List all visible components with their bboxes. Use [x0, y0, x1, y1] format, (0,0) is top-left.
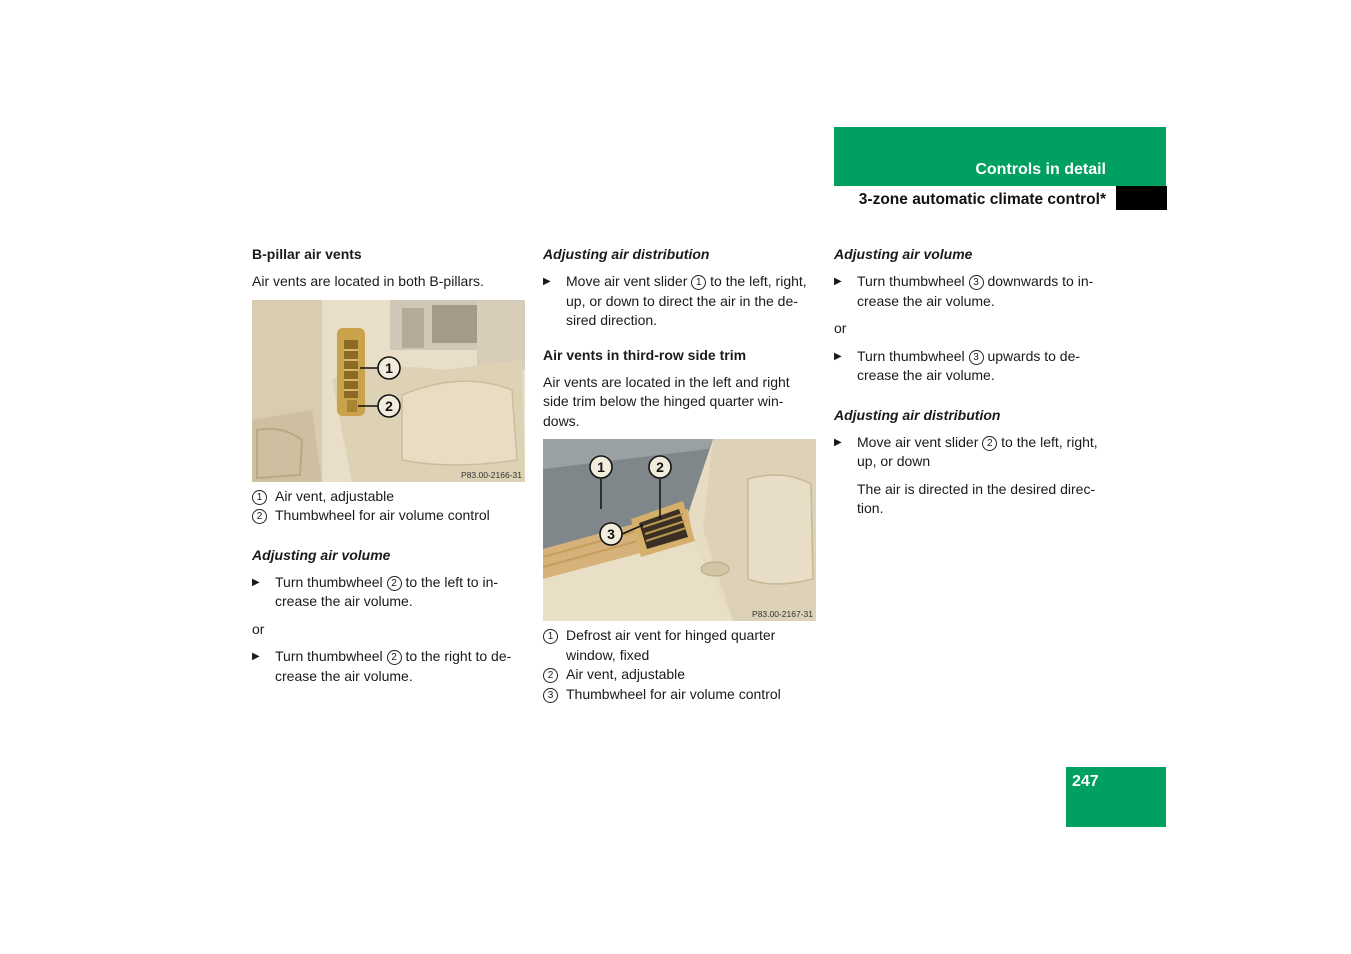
page-number-box: [1066, 767, 1166, 827]
caption-number: 1: [543, 629, 558, 644]
step-text: upwards to de-crease the air volume.: [857, 347, 1081, 383]
heading-adjust-volume: Adjusting air volume: [252, 546, 391, 563]
step-text: Turn thumbwheel: [275, 573, 383, 590]
thumb-tab: [1116, 186, 1167, 210]
step-number: 2: [982, 436, 997, 451]
caption-text: Thumbwheel for air volume control: [275, 507, 490, 523]
intro-b-pillar: Air vents are located in both B-pillars.: [252, 273, 484, 289]
instruction-step: [252, 647, 528, 686]
caption-text: Air vent, adjustable: [566, 666, 686, 682]
step-number: 2: [387, 650, 402, 665]
bullet-arrow-icon: ▶: [543, 276, 551, 287]
step-text: to the left, right, up, or down to direct the air in the de-sired direction.: [566, 273, 807, 328]
caption-text: Defrost air vent for hinged quarter window, fixed: [566, 627, 776, 663]
instruction-step: [834, 272, 1110, 311]
marker-3: 3: [607, 526, 615, 542]
bullet-arrow-icon: ▶: [834, 276, 842, 287]
bullet-arrow-icon: ▶: [252, 651, 260, 662]
step-number: 3: [969, 350, 984, 365]
marker-1: 1: [385, 359, 393, 376]
caption-text: Air vent, adjustable: [275, 487, 395, 504]
step-text: Turn thumbwheel: [857, 347, 965, 364]
column-middle: [543, 244, 819, 723]
instruction-step: [834, 433, 1110, 472]
caption-number: 2: [543, 668, 558, 683]
figure-captions: [543, 626, 819, 704]
bullet-arrow-icon: ▶: [252, 576, 260, 588]
caption-item: [543, 626, 819, 665]
caption-item: [543, 665, 819, 685]
step-number: 3: [969, 275, 984, 290]
caption-number: 3: [543, 688, 558, 703]
caption-item: [252, 506, 528, 526]
heading-adjust-volume: Adjusting air volume: [834, 246, 973, 262]
figure-captions: [252, 487, 528, 526]
step-text: Move air vent slider: [857, 433, 979, 450]
or-text: or: [834, 320, 847, 336]
caption-item: [252, 487, 528, 507]
intro-third-row: Air vents are located in the left and right side trim below the hinged quarter win-dows.: [543, 373, 790, 429]
step-text: to the right to de-crease the air volume.: [275, 648, 512, 684]
figure-code: P83.00-2167-31: [752, 609, 813, 619]
section-title: Controls in detail: [975, 161, 1106, 178]
column-left: [252, 244, 528, 694]
step-text: Turn thumbwheel: [275, 648, 383, 664]
third-row-illustration: [543, 439, 816, 621]
heading-adjust-distribution: Adjusting air distribution: [543, 246, 710, 262]
marker-2: 2: [656, 459, 664, 475]
b-pillar-illustration: [252, 300, 525, 482]
step-text: to the left, right, up, or down: [857, 433, 1098, 469]
caption-text: Thumbwheel for air volume control: [566, 685, 781, 702]
marker-1: 1: [597, 459, 605, 475]
instruction-step: [543, 272, 819, 331]
bullet-arrow-icon: ▶: [834, 436, 842, 448]
heading-adjust-distribution: Adjusting air distribution: [834, 406, 1001, 423]
heading-b-pillar-vents: B-pillar air vents: [252, 246, 362, 262]
heading-third-row-vents: Air vents in third-row side trim: [543, 346, 747, 363]
figure-code: P83.00-2166-31: [461, 469, 522, 480]
caption-item: [543, 685, 819, 705]
instruction-step: [834, 347, 1110, 386]
step-text: downwards to in-crease the air volume.: [857, 273, 1094, 309]
page-number: 247: [1072, 773, 1099, 790]
caption-number: 2: [252, 509, 267, 524]
instruction-step: [252, 573, 528, 612]
bullet-arrow-icon: ▶: [834, 350, 842, 362]
step-text: Move air vent slider: [566, 273, 688, 289]
figure-b-pillar: [252, 300, 525, 482]
column-right: [834, 244, 1110, 527]
marker-2: 2: [385, 397, 393, 414]
or-text: or: [252, 620, 265, 637]
step-text: Turn thumbwheel: [857, 273, 965, 289]
step-text: to the left to in-crease the air volume.: [275, 573, 499, 609]
subsection-title: 3-zone automatic climate control*: [858, 191, 1106, 208]
step-number: 1: [691, 275, 706, 290]
figure-third-row: [543, 439, 816, 621]
caption-number: 1: [252, 490, 267, 505]
step-number: 2: [387, 576, 402, 591]
result-text: The air is directed in the desired direc-tion.: [857, 480, 1096, 516]
